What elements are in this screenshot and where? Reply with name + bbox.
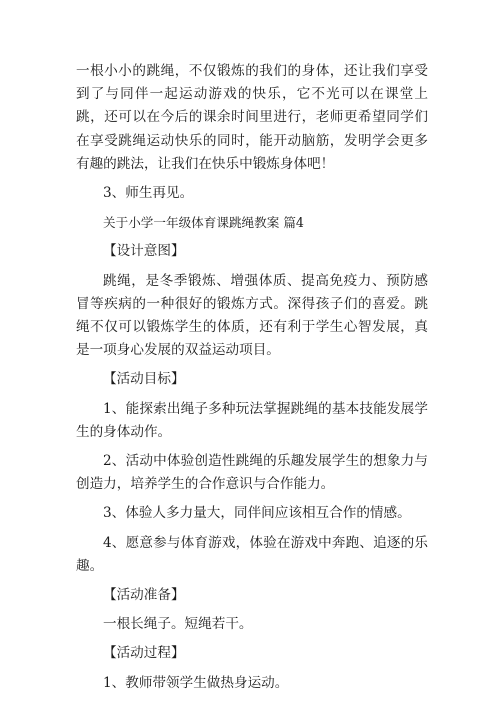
process-heading: 【活动过程】 bbox=[103, 645, 185, 662]
goals-heading: 【活动目标】 bbox=[103, 371, 185, 388]
prep-heading: 【活动准备】 bbox=[103, 587, 185, 604]
design-heading: 【设计意图】 bbox=[103, 243, 185, 260]
step-goodbye: 3、师生再见。 bbox=[103, 185, 194, 202]
prep-text: 一根长绳子。短绳若干。 bbox=[103, 616, 253, 633]
goal-item-2: 2、活动中体验创造性跳绳的乐趣发展学生的想象力与创造力，培养学生的合作意识与合作能力。 bbox=[76, 453, 428, 493]
process-step-1: 1、教师带领学生做热身运动。 bbox=[103, 674, 289, 691]
document-page bbox=[76, 60, 428, 701]
section-title: 关于小学一年级体育课跳绳教案 篇4 bbox=[103, 215, 304, 231]
goal-item-3: 3、体验人多力量大，同伴间应该相互合作的情感。 bbox=[103, 505, 411, 522]
goal-item-1: 1、能探索出绳子多种玩法掌握跳绳的基本技能发展学生的身体动作。 bbox=[76, 400, 428, 440]
intro-paragraph: 一根小小的跳绳，不仅锻炼的我们的身体，还让我们享受到了与同伴一起运动游戏的快乐，它不光可以在课堂上跳，还可以在今后的课余时间里进行，老师更希望同学们在享受跳绳运动快乐的同时，能开动脑筋，发明学会更多有趣的跳法，让我们在快乐中锻炼身体吧！ bbox=[76, 63, 428, 172]
goal-item-4: 4、愿意参与体育游戏，体验在游戏中奔跑、追逐的乐趣。 bbox=[76, 534, 428, 574]
design-paragraph: 跳绳，是冬季锻炼、增强体质、提高免疫力、预防感冒等疾病的一种很好的锻炼方式。深得孩子们的喜爱。跳绳不仅可以锻炼学生的体质，还有利于学生心智发展，真是一项身心发展的双益运动项目。 bbox=[76, 272, 428, 359]
